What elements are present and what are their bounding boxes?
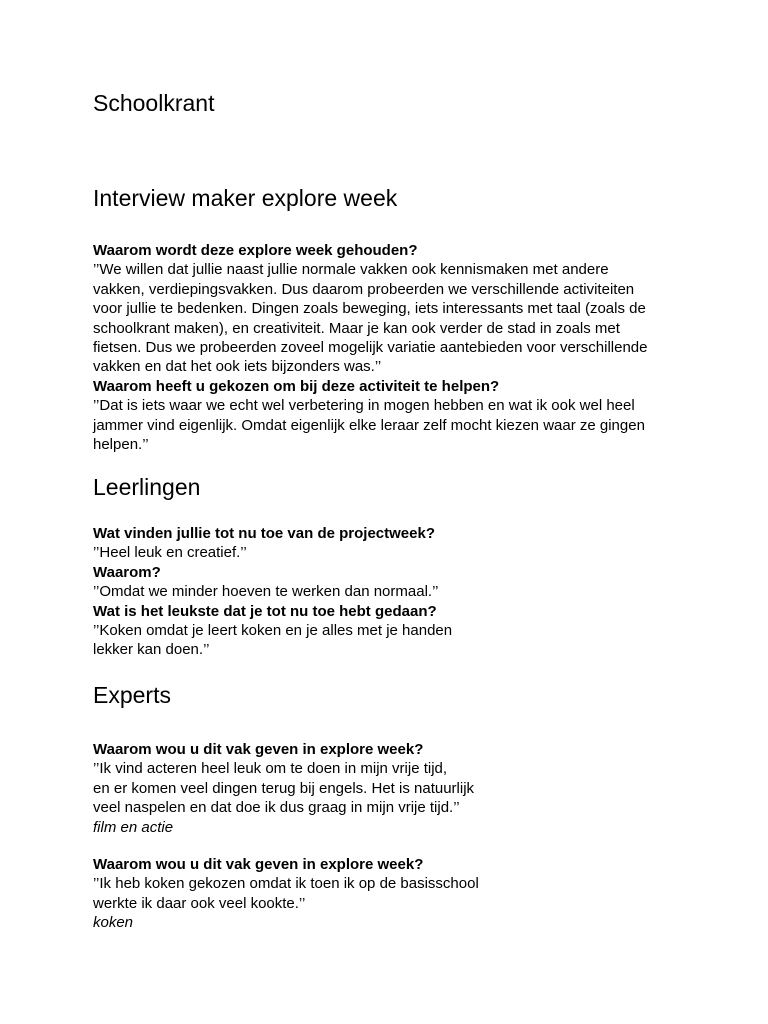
answer: ’’Koken omdat je leert koken en je alles met je handen lekker kan doen.’’ xyxy=(93,622,453,659)
leerlingen-section xyxy=(93,524,713,660)
expert-item xyxy=(93,855,713,933)
section-heading-experts: Experts xyxy=(93,682,171,708)
answer: ’’We willen dat jullie naast jullie normale vakken ook kennismaken met andere vakken, verdiepingsvakken. Dus daarom probeerden we verschillende activiteiten voor jullie te bedenken. Dingen zoals beweging, iets interessants met taal (zoals de schoolkrant maken), en creativiteit. Maar je kan ook verder de stad in zoals met fietsen. Dus we probeerden zoveel mogelijk variatie aantebieden voor verschillende vakken en dat het ook iets bijzonders was.’’ xyxy=(93,261,648,376)
question: Waarom heeft u gekozen om bij deze activiteit te helpen? xyxy=(93,377,500,395)
question: Waarom? xyxy=(93,563,161,581)
interview-section xyxy=(93,241,713,454)
answer: ’’Omdat we minder hoeven te werken dan normaal.’’ xyxy=(93,583,439,601)
expert-subject: film en actie xyxy=(93,818,174,836)
answer: ’’Ik heb koken gekozen omdat ik toen ik op de basisschool werkte ik daar ook veel kookte.’’ xyxy=(93,875,479,912)
section-heading-interview: Interview maker explore week xyxy=(93,185,398,211)
answer: ’’Ik vind acteren heel leuk om te doen in mijn vrije tijd, en er komen veel dingen terug bij engels. Het is natuurlijk veel naspelen en dat doe ik dus graag in mijn vrije tijd.’’ xyxy=(93,760,475,817)
expert-item xyxy=(93,740,713,837)
answer: ’’Dat is iets waar we echt wel verbetering in mogen hebben en wat ik ook wel heel jammer vind eigenlijk. Omdat eigenlijk elke leraar zelf mocht kiezen waar ze gingen helpen.’’ xyxy=(93,397,645,454)
question: Waarom wou u dit vak geven in explore week? xyxy=(93,741,424,758)
section-heading-leerlingen: Leerlingen xyxy=(93,474,201,500)
expert-subject: koken xyxy=(93,914,134,932)
question: Waarom wou u dit vak geven in explore week? xyxy=(93,856,424,873)
page-title: Schoolkrant xyxy=(93,90,215,116)
question: Wat is het leukste dat je tot nu toe hebt gedaan? xyxy=(93,602,437,620)
question: Wat vinden jullie tot nu toe van de projectweek? xyxy=(93,525,435,542)
question: Waarom wordt deze explore week gehouden? xyxy=(93,242,418,259)
answer: ’’Heel leuk en creatief.’’ xyxy=(93,544,247,562)
